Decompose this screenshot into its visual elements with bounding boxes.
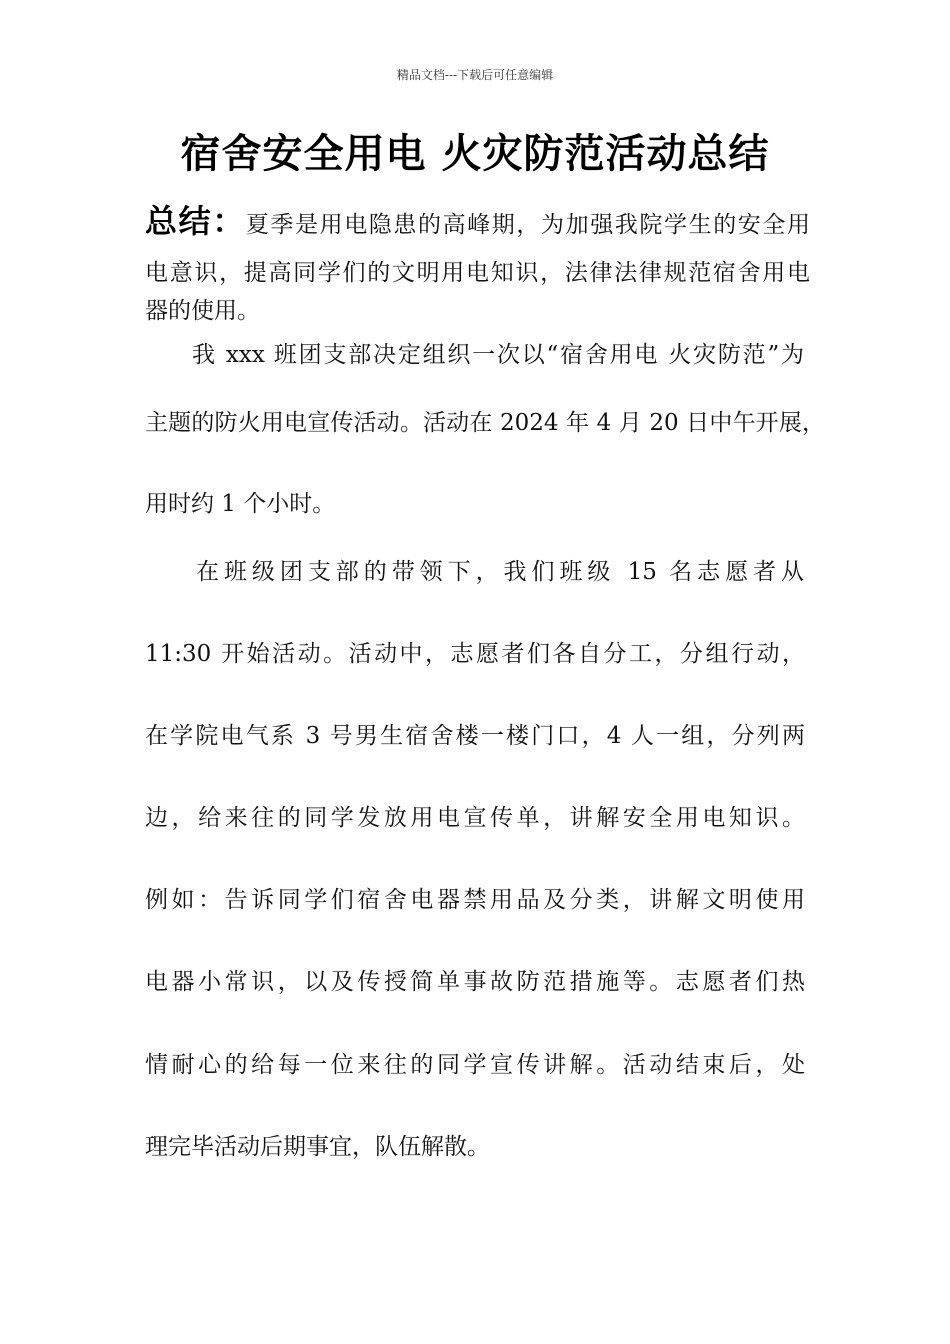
para1-line-2: 主题的防火用电宣传活动。活动在 2024 年 4 月 20 日中午开展， xyxy=(145,410,825,436)
summary-text-1: 夏季是用电隐患的高峰期，为加强我院学生的安全用 xyxy=(245,212,810,238)
para2-line-5: 例如：告诉同学们宿舍电器禁用品及分类，讲解文明使用 xyxy=(145,887,805,913)
para2-line-8: 理完毕活动后期事宜，队伍解散。 xyxy=(145,1134,490,1160)
summary-line-3: 器的使用。 xyxy=(145,298,260,324)
para1-line-1: 我 xxx 班团支部决定组织一次以“宿舍用电 火灾防范”为 xyxy=(192,342,804,368)
para1-line-3: 用时约 1 个小时。 xyxy=(145,491,336,517)
summary-label: 总结： xyxy=(145,202,246,240)
para2-line-4: 边，给来往的同学发放用电宣传单，讲解安全用电知识。 xyxy=(145,805,805,831)
para2-line-2: 11:30 开始活动。活动中，志愿者们各自分工，分组行动， xyxy=(145,641,805,667)
para2-line-7: 情耐心的给每一位来往的同学宣传讲解。活动结束后，处 xyxy=(145,1052,805,1078)
summary-line-2: 电意识，提高同学们的文明用电知识，法律法律规范宿舍用电 xyxy=(145,260,810,286)
header-note: 精品文档---下载后可任意编辑 xyxy=(396,68,554,82)
para2-line-6: 电器小常识，以及传授简单事故防范措施等。志愿者们热 xyxy=(145,969,805,995)
document-title: 宿舍安全用电 火灾防范活动总结 xyxy=(180,131,770,177)
summary-line-1 xyxy=(145,196,810,242)
para2-line-1: 在班级团支部的带领下，我们班级 15 名志愿者从 xyxy=(196,559,804,585)
para2-line-3: 在学院电气系 3 号男生宿舍楼一楼门口，4 人一组，分列两 xyxy=(145,723,805,749)
